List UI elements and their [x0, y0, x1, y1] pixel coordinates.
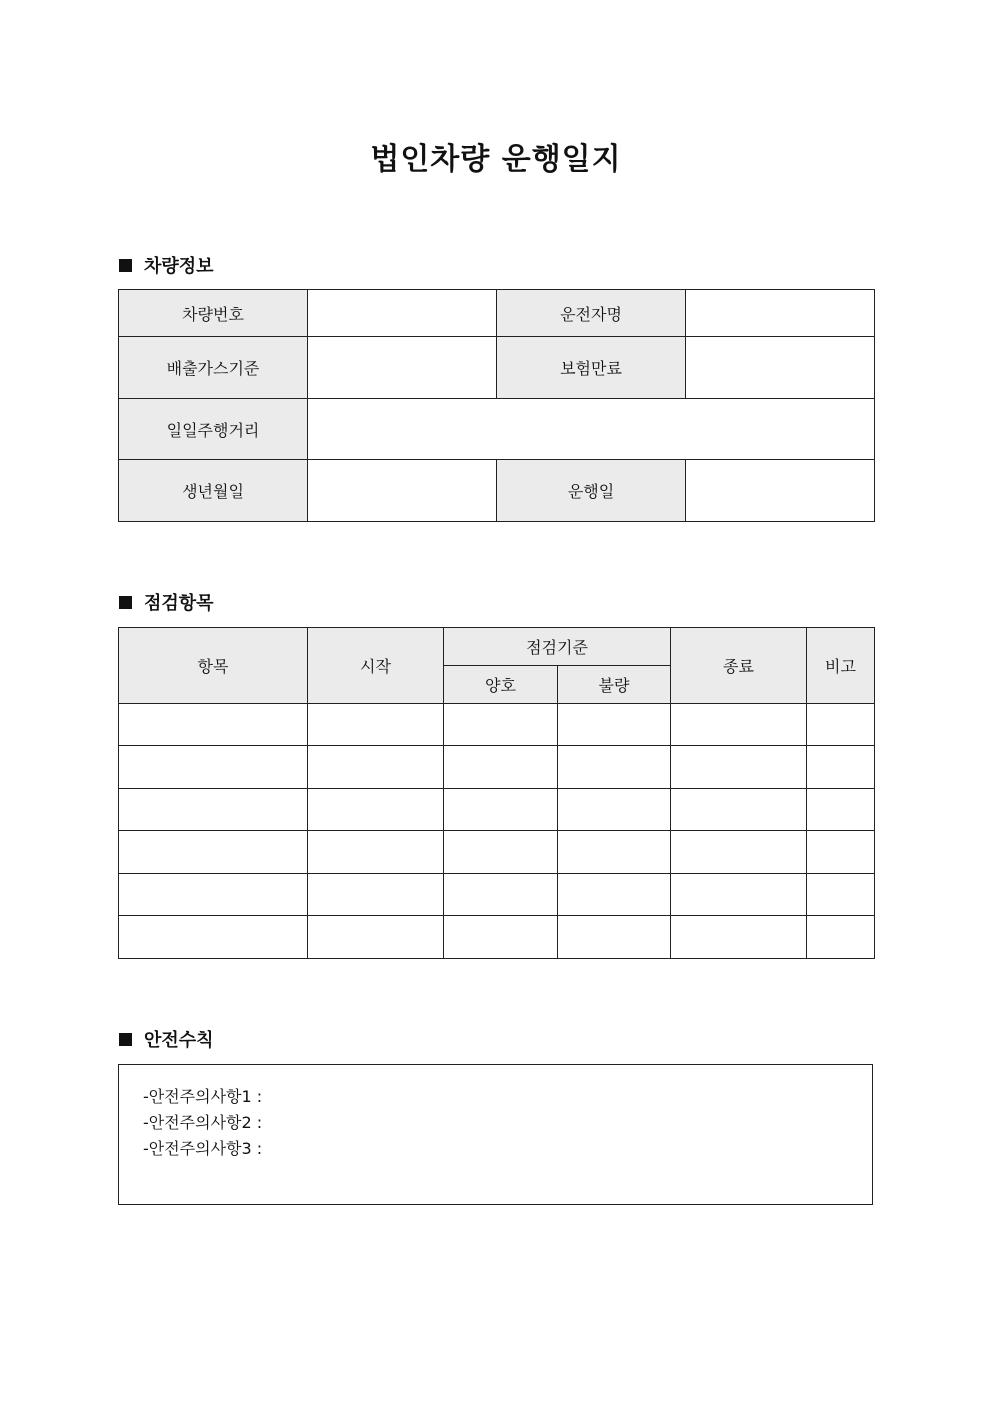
safety-heading — [119, 1027, 214, 1051]
end-cell[interactable] — [671, 831, 807, 874]
good-cell[interactable] — [444, 704, 558, 746]
end-cell[interactable] — [671, 789, 807, 831]
bad-cell[interactable] — [558, 831, 671, 874]
header-end: 종료 — [671, 628, 807, 704]
header-bad: 불량 — [558, 666, 671, 704]
item-cell[interactable] — [119, 874, 308, 916]
header-good: 양호 — [444, 666, 558, 704]
table-row — [119, 746, 875, 789]
bad-cell[interactable] — [558, 874, 671, 916]
bad-cell[interactable] — [558, 746, 671, 789]
note-cell[interactable] — [807, 831, 875, 874]
start-cell[interactable] — [308, 831, 444, 874]
note-cell[interactable] — [807, 916, 875, 959]
inspection-heading — [119, 590, 214, 614]
table-row — [119, 399, 875, 460]
end-cell[interactable] — [671, 916, 807, 959]
item-cell[interactable] — [119, 789, 308, 831]
table-row — [119, 831, 875, 874]
table-row — [119, 460, 875, 522]
safety-note-1: -안전주의사항1 : — [143, 1087, 263, 1106]
vehicle-number-label: 차량번호 — [119, 290, 308, 337]
driver-name-field[interactable] — [686, 290, 875, 337]
safety-notes-box[interactable] — [118, 1064, 873, 1205]
item-cell[interactable] — [119, 746, 308, 789]
safety-heading-text: 안전수칙 — [144, 1030, 214, 1051]
square-bullet-icon — [119, 259, 132, 272]
table-row — [119, 290, 875, 337]
vehicle-info-table — [118, 289, 875, 522]
table-row — [119, 916, 875, 959]
operation-date-label: 운행일 — [497, 460, 686, 522]
inspection-table — [118, 627, 875, 959]
insurance-expiry-label: 보험만료 — [497, 337, 686, 399]
start-cell[interactable] — [308, 916, 444, 959]
table-row — [119, 874, 875, 916]
good-cell[interactable] — [444, 746, 558, 789]
good-cell[interactable] — [444, 831, 558, 874]
good-cell[interactable] — [444, 916, 558, 959]
insurance-expiry-field[interactable] — [686, 337, 875, 399]
start-cell[interactable] — [308, 704, 444, 746]
end-cell[interactable] — [671, 704, 807, 746]
header-criteria: 점검기준 — [444, 628, 671, 666]
vehicle-info-heading — [119, 253, 214, 277]
square-bullet-icon — [119, 1033, 132, 1046]
driver-name-label: 운전자명 — [497, 290, 686, 337]
note-cell[interactable] — [807, 746, 875, 789]
page-title: 법인차량 운행일지 — [370, 142, 622, 177]
bad-cell[interactable] — [558, 789, 671, 831]
good-cell[interactable] — [444, 789, 558, 831]
good-cell[interactable] — [444, 874, 558, 916]
vehicle-number-field[interactable] — [308, 290, 497, 337]
emission-standard-field[interactable] — [308, 337, 497, 399]
bad-cell[interactable] — [558, 916, 671, 959]
daily-mileage-field[interactable] — [308, 399, 875, 460]
daily-mileage-label: 일일주행거리 — [119, 399, 308, 460]
note-cell[interactable] — [807, 789, 875, 831]
header-note: 비고 — [807, 628, 875, 704]
table-row — [119, 789, 875, 831]
item-cell[interactable] — [119, 831, 308, 874]
square-bullet-icon — [119, 596, 132, 609]
note-cell[interactable] — [807, 874, 875, 916]
table-row — [119, 337, 875, 399]
header-item: 항목 — [119, 628, 308, 704]
birth-date-label: 생년월일 — [119, 460, 308, 522]
end-cell[interactable] — [671, 746, 807, 789]
emission-standard-label: 배출가스기준 — [119, 337, 308, 399]
table-row — [119, 704, 875, 746]
note-cell[interactable] — [807, 704, 875, 746]
table-header-row — [119, 628, 875, 666]
inspection-heading-text: 점검항목 — [144, 593, 214, 614]
safety-note-3: -안전주의사항3 : — [143, 1139, 263, 1158]
vehicle-info-heading-text: 차량정보 — [144, 256, 214, 277]
start-cell[interactable] — [308, 874, 444, 916]
end-cell[interactable] — [671, 874, 807, 916]
safety-note-2: -안전주의사항2 : — [143, 1113, 263, 1132]
start-cell[interactable] — [308, 789, 444, 831]
item-cell[interactable] — [119, 916, 308, 959]
birth-date-field[interactable] — [308, 460, 497, 522]
operation-date-field[interactable] — [686, 460, 875, 522]
item-cell[interactable] — [119, 704, 308, 746]
start-cell[interactable] — [308, 746, 444, 789]
bad-cell[interactable] — [558, 704, 671, 746]
header-start: 시작 — [308, 628, 444, 704]
